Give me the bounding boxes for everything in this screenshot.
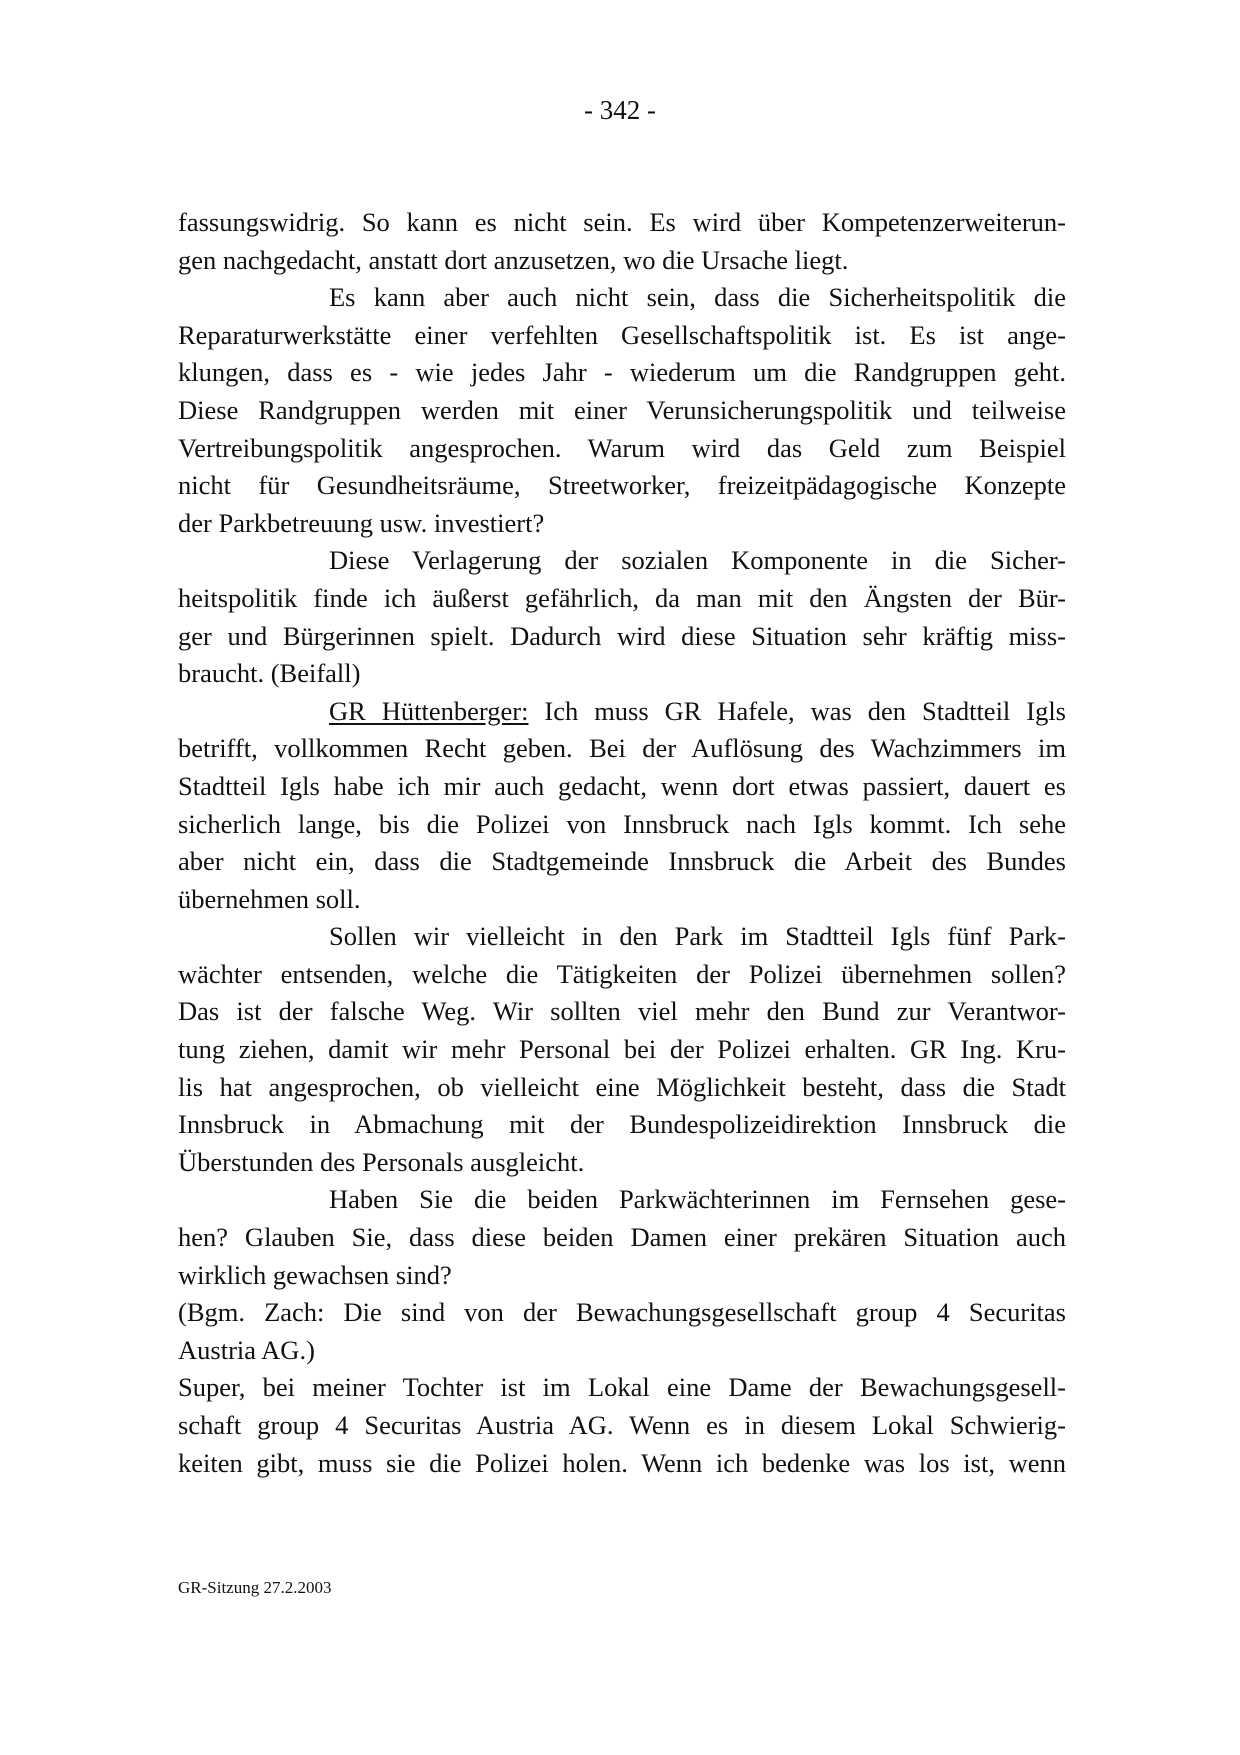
text-line: Das ist der falsche Weg. Wir sollten viel mehr den Bund zur Verantwor- [178,996,1066,1027]
text-line: gen nachgedacht, anstatt dort anzusetzen, wo die Ursache liegt. [178,244,849,275]
text-line: aber nicht ein, dass die Stadtgemeinde Innsbruck die Arbeit des Bundes [178,846,1066,877]
text-line: tung ziehen, damit wir mehr Personal bei der Polizei erhalten. GR Ing. Kru- [178,1034,1066,1065]
text-line: Vertreibungspolitik angesprochen. Warum wird das Geld zum Beispiel [178,432,1066,463]
interjection-line: (Bgm. Zach: Die sind von der Bewachungsgesellschaft group 4 Securitas [178,1297,1066,1328]
text-line: betrifft, vollkommen Recht geben. Bei der Auflösung des Wachzimmers im [178,733,1066,764]
text-line: Reparaturwerkstätte einer verfehlten Gesellschaftspolitik ist. Es ist ange- [178,319,1066,350]
text-line: braucht. (Beifall) [178,658,361,689]
text-line: fassungswidrig. So kann es nicht sein. Es wird über Kompetenzerweiterun- [178,207,1066,237]
page-number: - 342 - [584,95,656,125]
text-line: nicht für Gesundheitsräume, Streetworker, freizeitpädagogische Konzepte [178,470,1066,501]
text-line: Super, bei meiner Tochter ist im Lokal eine Dame der Bewachungsgesell- [178,1372,1066,1403]
text-line: der Parkbetreuung usw. investiert? [178,507,545,538]
text-line: wirklich gewachsen sind? [178,1259,452,1290]
text-line: lis hat angesprochen, ob vielleicht eine Möglichkeit besteht, dass die Stadt [178,1071,1066,1102]
body-text [178,204,1066,1482]
paragraph-start-line: Es kann aber auch nicht sein, dass die Sicherheitspolitik die [329,282,1066,313]
text-line: keiten gibt, muss sie die Polizei holen. Wenn ich bedenke was los ist, wenn [178,1447,1066,1478]
text-line: Innsbruck in Abmachung mit der Bundespolizeidirektion Innsbruck die [178,1109,1066,1140]
speaker-line [178,693,1066,731]
text-line: ger und Bürgerinnen spielt. Dadurch wird diese Situation sehr kräftig miss- [178,620,1066,651]
speaker-line-text: Ich muss GR Hafele, was den Stadtteil Igls [544,695,1066,726]
text-line: Stadtteil Igls habe ich mir auch gedacht, wenn dort etwas passiert, dauert es [178,770,1066,801]
paragraph-start-line: Diese Verlagerung der sozialen Komponente in die Sicher- [329,545,1066,576]
footer-session-date: GR-Sitzung 27.2.2003 [178,1578,332,1597]
interjection-line: Austria AG.) [178,1334,315,1365]
speaker-name: GR Hüttenberger: [329,695,529,726]
text-line: klungen, dass es - wie jedes Jahr - wiederum um die Randgruppen geht. [178,357,1066,388]
paragraph-start-line: Haben Sie die beiden Parkwächterinnen im Fernsehen gese- [329,1184,1066,1215]
text-line: Diese Randgruppen werden mit einer Verunsicherungspolitik und teilweise [178,394,1066,425]
text-line: übernehmen soll. [178,883,361,914]
text-line: hen? Glauben Sie, dass diese beiden Damen einer prekären Situation auch [178,1222,1066,1253]
text-line: heitspolitik finde ich äußerst gefährlich, da man mit den Ängsten der Bür- [178,582,1066,613]
text-line: Überstunden des Personals ausgleicht. [178,1146,585,1177]
text-line: wächter entsenden, welche die Tätigkeiten der Polizei übernehmen sollen? [178,958,1066,989]
text-line: sicherlich lange, bis die Polizei von Innsbruck nach Igls kommt. Ich sehe [178,808,1066,839]
paragraph-start-line: Sollen wir vielleicht in den Park im Stadtteil Igls fünf Park- [329,921,1066,952]
text-line: schaft group 4 Securitas Austria AG. Wenn es in diesem Lokal Schwierig- [178,1410,1066,1440]
